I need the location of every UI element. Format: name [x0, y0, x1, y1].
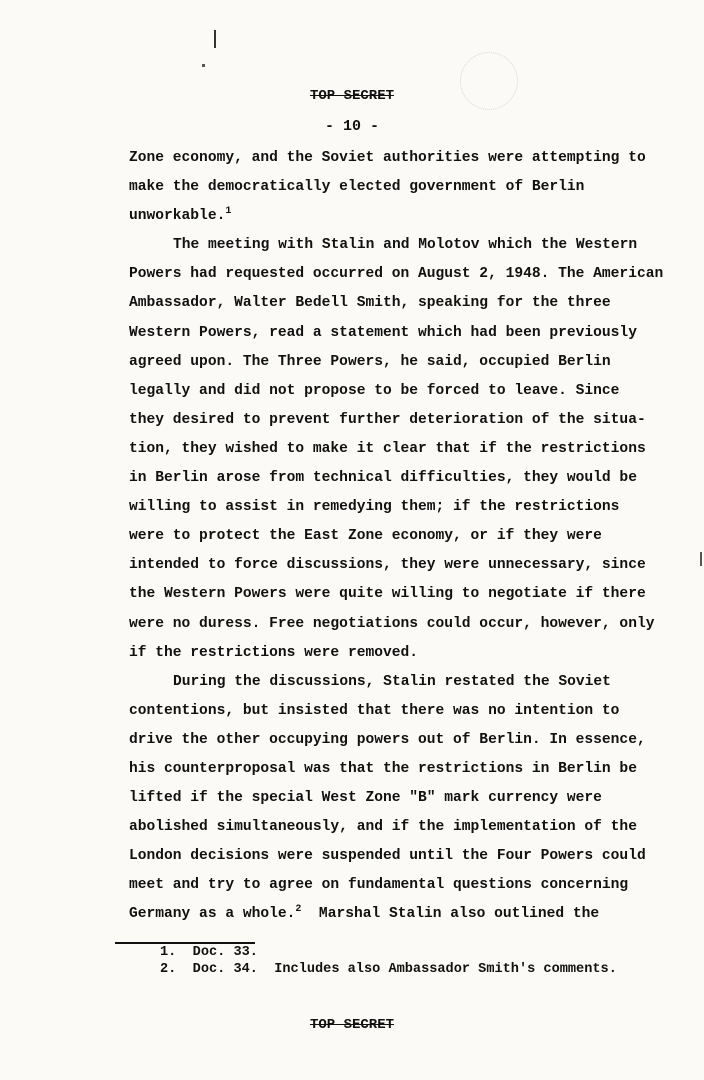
footnote-text: Doc. 34. Includes also Ambassador Smith's comments. — [192, 962, 617, 977]
text-line: abolished simultaneously, and if the implementation of the — [129, 819, 637, 836]
footnote-text: Doc. 33. — [192, 945, 258, 960]
body-text — [129, 144, 669, 930]
paragraph-3 — [129, 668, 669, 930]
classification-footer: TOP SECRET — [309, 1017, 394, 1033]
paragraph-1 — [129, 144, 669, 231]
text-line — [129, 202, 669, 231]
text-line: intended to force discussions, they were unnecessary, since — [129, 557, 646, 574]
text-line: if the restrictions were removed. — [129, 644, 419, 661]
text-line: they desired to prevent further deterioration of the situa- — [129, 411, 646, 428]
text-line: meet and try to agree on fundamental questions concerning — [129, 877, 629, 894]
text-line: his counterproposal was that the restrictions in Berlin be — [129, 760, 637, 777]
text-line-content: Marshal Stalin also outlined the — [301, 906, 600, 923]
page-number: - 10 - — [324, 118, 379, 135]
footnote-number: 1. — [160, 945, 177, 960]
footnote-ref-1: 1 — [225, 206, 232, 218]
footnote-number: 2. — [160, 962, 177, 977]
text-line-content: Germany as a whole. — [129, 906, 296, 923]
text-line: willing to assist in remedying them; if the restrictions — [129, 499, 620, 516]
text-line: Western Powers, read a statement which had been previously — [129, 324, 637, 341]
text-line: tion, they wished to make it clear that if the restrictions — [129, 440, 646, 457]
text-line-content: unworkable. — [129, 208, 226, 225]
footnotes — [160, 944, 680, 978]
footnote-1 — [160, 944, 680, 961]
text-line: were no duress. Free negotiations could occur, however, only — [129, 615, 655, 632]
scan-mark — [202, 64, 205, 67]
text-line: Powers had requested occurred on August 2, 1948. The American — [129, 266, 664, 283]
text-line: lifted if the special West Zone "B" mark currency were — [129, 790, 602, 807]
footnote-2 — [160, 961, 680, 978]
scan-mark — [214, 30, 216, 48]
text-line — [129, 900, 669, 929]
text-line: drive the other occupying powers out of Berlin. In essence, — [129, 731, 646, 748]
text-line: During the discussions, Stalin restated the Soviet — [173, 673, 611, 690]
text-line: were to protect the East Zone economy, or if they were — [129, 528, 602, 545]
footnote-ref-2: 2 — [295, 904, 302, 916]
text-line: London decisions were suspended until the Four Powers could — [129, 848, 646, 865]
text-line: legally and did not propose to be forced to leave. Since — [129, 382, 620, 399]
text-line: Zone economy, and the Soviet authorities were attempting to — [129, 150, 646, 166]
text-line: in Berlin arose from technical difficulties, they would be — [129, 470, 637, 487]
text-line: contentions, but insisted that there was no intention to — [129, 702, 620, 719]
text-line: Ambassador, Walter Bedell Smith, speaking for the three — [129, 295, 611, 312]
text-line: The meeting with Stalin and Molotov which the Western — [173, 237, 638, 254]
text-line: agreed upon. The Three Powers, he said, occupied Berlin — [129, 353, 611, 370]
scan-mark — [700, 552, 702, 566]
paragraph-2 — [129, 231, 669, 667]
text-line: make the democratically elected government of Berlin — [129, 179, 585, 196]
text-line: the Western Powers were quite willing to negotiate if there — [129, 586, 646, 603]
classification-header: TOP SECRET — [309, 88, 394, 104]
